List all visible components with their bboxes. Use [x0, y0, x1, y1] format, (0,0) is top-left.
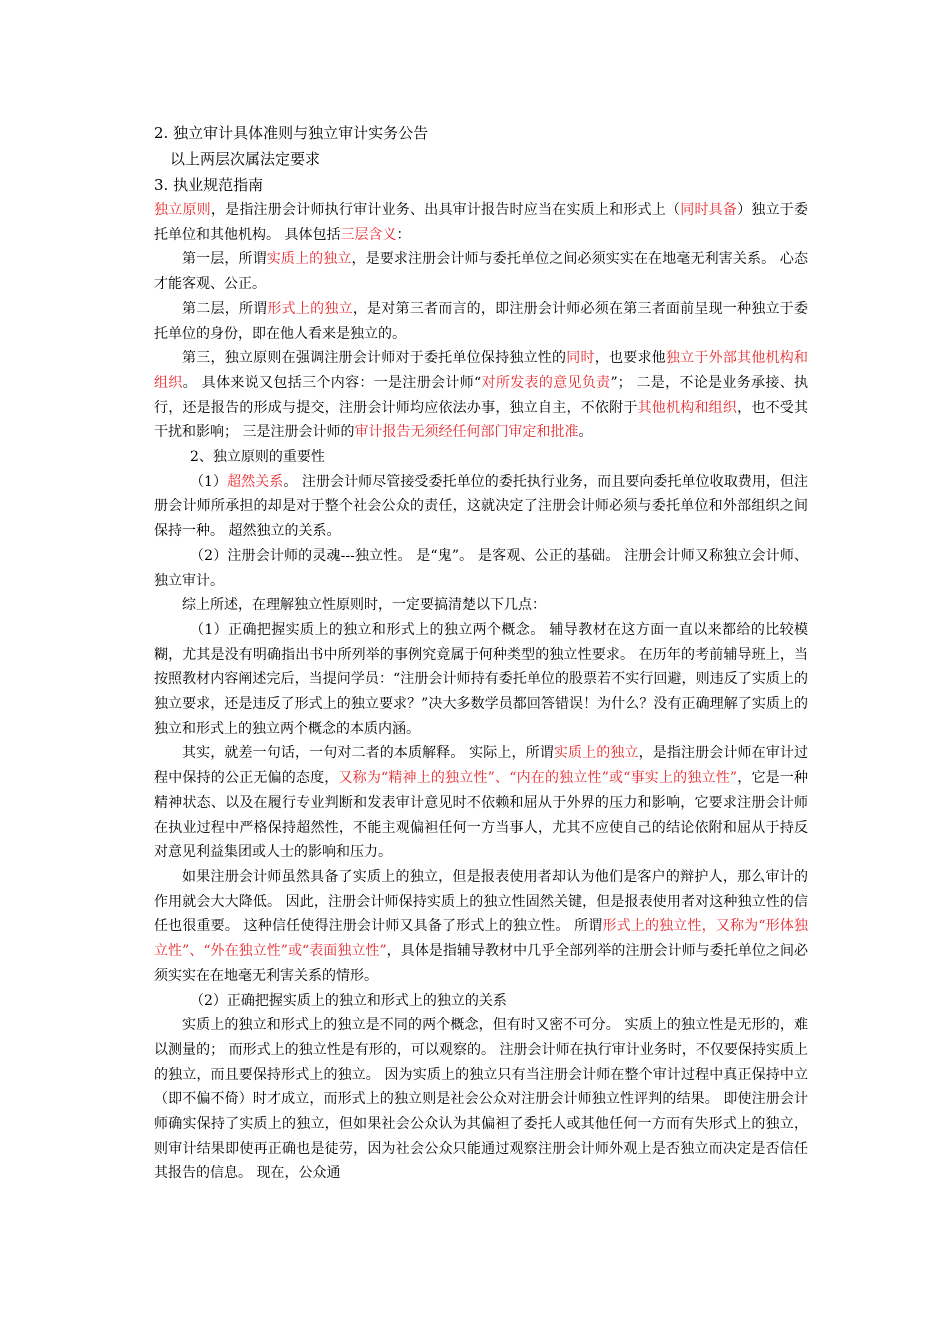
body-text-segment: ，它是一种精神状态、以及在履行专业判断和发表审计意见时不依赖和屈从于外界的压力和影响，它要求注册会计师在执业过程中严格保持超然性，不能主观偏袒任何一方当事人，尤其不应使自己的结论依附和屈从于持反对意见利益集团或人士的影响和压力。	[154, 770, 809, 861]
body-text-segment: 其实，就差一句话，一句对二者的本质解释。 实际上，所谓	[182, 745, 554, 762]
emphasis-text: 形式上的独立	[267, 300, 353, 317]
paragraph	[154, 989, 808, 1014]
emphasis-text: 同时具备	[680, 202, 738, 218]
emphasis-text: 三层含义	[340, 226, 397, 243]
body-text-segment: 第三，独立原则在强调注册会计师对于委托单位保持独立性的	[182, 350, 567, 367]
body-text	[154, 198, 808, 1186]
emphasis-text: 对所发表的意见负责	[481, 374, 611, 391]
body-text-segment: ”； 二是，不论是业务承接、执行，还是报告的形成与提交，注册会计师均应依法办事，独立自主，不依附于	[154, 374, 809, 416]
paragraph	[154, 346, 808, 445]
body-text-segment: 。	[578, 424, 593, 441]
body-text-segment: ：	[396, 226, 411, 243]
paragraph	[154, 297, 808, 346]
body-text-segment: （2）注册会计师的灵魂---独立性。 是“鬼”。 是客观、公正的基础。 注册会计师又称独立会计师、独立审计。	[154, 547, 808, 589]
body-text-segment: 2、独立原则的重要性	[190, 449, 325, 466]
paragraph	[154, 593, 808, 618]
body-text-segment: ，是要求注册会计师与委托单位之间必须实实在在地毫无利害关系。 心态才能客观、公正。	[154, 251, 809, 293]
heading-section-2: 2. 独立审计具体准则与独立审计实务公告	[154, 124, 429, 142]
emphasis-text: 其他机构和组织	[637, 399, 738, 416]
document-page	[154, 120, 808, 1186]
emphasis-text: 审计报告无须经任何部门审定和批准	[354, 424, 579, 441]
emphasis-text: 实质上的独立	[266, 251, 352, 268]
emphasis-text: 同时	[566, 350, 595, 367]
emphasis-text: 超然关系	[227, 473, 284, 490]
body-text-segment: 综上所述，在理解独立性原则时，一定要搞清楚以下几点：	[182, 597, 546, 614]
body-text-segment: 。 注册会计师尽管接受委托单位的委托执行业务，而且要向委托单位收取费用，但注册会计师所承担的却是对于整个社会公众的责任，这就决定了注册会计师必须与委托单位和外部组织之间保持一种。 超然独立的关系。	[154, 473, 808, 540]
heading-note: 以上两层次属法定要求	[170, 150, 321, 168]
paragraph	[154, 445, 808, 470]
emphasis-text: 又称为“精神上的独立性”、“内在的独立性”或“事实上的独立性”	[338, 770, 738, 787]
body-text-segment: ，是对第三者而言的，即注册会计师必须在第三者面前呈现一种独立于委托单位的身份，即在他人看来是独立的。	[154, 300, 809, 342]
paragraph	[154, 865, 808, 989]
heading-section-3: 3. 执业规范指南	[154, 176, 264, 194]
body-text-segment: 实质上的独立和形式上的独立是不同的两个概念，但有时又密不可分。 实质上的独立性是无形的，难以测量的； 而形式上的独立性是有形的，可以观察的。 注册会计师在执行审计业务时，不仅要保持实质上的独立，而且要保持形式上的独立。 因为实质上的独立只有当注册会计师在整个审计过程中真正保持中立（即不偏不倚）时才成立，而形式上的独立则是社会公众对注册会计师独立性评判的结果。 即使注册会计师确实保持了实质上的独立，但如果社会公众认为其偏袒了委托人或其他任何一方而有失形式上的独立，则审计结果即使再正确也是徒劳，因为社会公众只能通过观察注册会计师外观上是否独立而决定是否信任其报告的信息。 现在，公众通	[154, 1017, 808, 1182]
paragraph	[154, 247, 808, 296]
paragraph	[154, 741, 808, 865]
body-text-segment: 第二层，所谓	[182, 300, 268, 317]
body-text-segment: 。 具体来说又包括三个内容：一是注册会计师“	[182, 374, 482, 391]
body-text-segment: ，具体是指辅导教材中几乎全部列举的注册会计师与委托单位之间必须实实在在地毫无利害关系的情形。	[154, 943, 809, 984]
emphasis-text: 独立原则	[154, 202, 211, 218]
body-text-segment: 第一层，所谓	[182, 251, 267, 268]
body-text-segment: ，也不受其干扰和影响； 三是注册会计师的	[154, 399, 809, 441]
paragraph	[154, 618, 808, 742]
body-text-segment: ，是指注册会计师在审计过程中保持的公正无偏的态度，	[154, 745, 809, 787]
paragraph	[154, 198, 808, 247]
body-text-segment: ，也要求他	[594, 350, 666, 367]
body-text-segment: ，是指注册会计师执行审计业务、出具审计报告时应当在实质上和形式上（	[210, 202, 681, 218]
body-text-segment: 如果注册会计师虽然具备了实质上的独立，但是报表使用者却认为他们是客户的辩护人，那么审计的作用就会大大降低。 因此，注册会计师保持实质上的独立性固然关键，但是报表使用者对这种独立性的信任也很重要。 这种信任使得注册会计师又具备了形式上的独立性。 所谓	[154, 868, 808, 935]
body-text-segment: （1）	[190, 473, 228, 490]
emphasis-text: 形式上的独立性，又称为“形体独立性”、“外在独立性”或“表面独立性”	[154, 918, 808, 960]
body-text-segment: ）独立于委托单位和其他机构。 具体包括	[154, 202, 809, 243]
paragraph	[154, 544, 808, 593]
paragraph	[154, 1013, 808, 1186]
body-text-segment: （2）正确把握实质上的独立和形式上的独立的关系	[190, 992, 507, 1009]
emphasis-text: 实质上的独立	[553, 745, 639, 762]
emphasis-text: 独立于外部其他机构和组织	[154, 350, 809, 391]
body-text-segment: （1）正确把握实质上的独立和形式上的独立两个概念。 辅导教材在这方面一直以来都给的比较模糊，尤其是没有明确指出书中所列举的事例究竟属于何种类型的独立性要求。 在历年的考前辅导班上，当按照教材内容阐述完后，当提问学员：“注册会计师持有委托单位的股票若不实行回避，则违反了实质上的独立要求，还是违反了形式上的独立要求？”决大多数学员都回答错误！为什么？没有正确理解了实质上的独立和形式上的独立两个概念的本质内涵。	[154, 621, 808, 737]
paragraph	[154, 470, 808, 544]
